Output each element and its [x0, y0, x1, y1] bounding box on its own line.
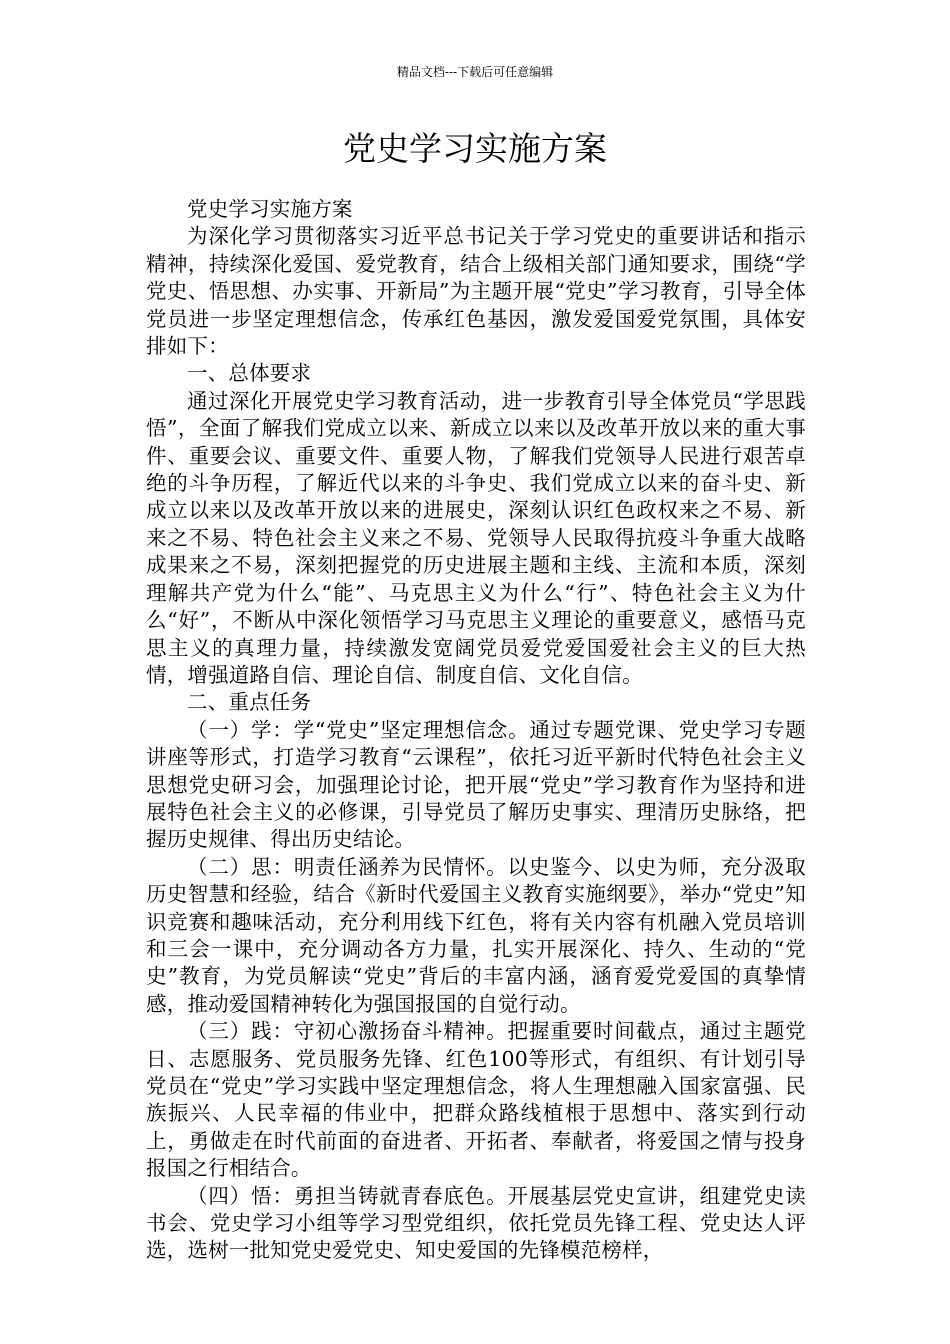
document-title: 党史学习实施方案 [343, 129, 607, 168]
paragraph-general-requirements: 通过深化开展党史学习教育活动，进一步教育引导全体党员“学思践悟”，全面了解我们党成立以来、新成立以来以及改革开放以来的重大事件、重要会议、重要文件、重要人物，了解我们党领导人民进行艰苦卓绝的斗争历程，了解近代以来的斗争史、我们党成立以来的奋斗史、新成立以来以及改革开放以来的进展史，深刻认识红色政权来之不易、新来之不易、特色社会主义来之不易、党领导人民取得抗疫斗争重大战略成果来之不易，深刻把握党的历史进展主题和主线、主流和本质，深刻理解共产党为什么“能”、马克思主义为什么“行”、特色社会主义为什么“好”，不断从中深化领悟学习马克思主义理论的重要意义，感悟马克思主义的真理力量，持续激发宽阔党员爱党爱国爱社会主义的巨大热情，增强道路自信、理论自信、制度自信、文化自信。 [146, 388, 806, 687]
section-heading-general-requirements: 一、总体要求 [187, 361, 312, 386]
section-heading-key-tasks: 二、重点任务 [187, 690, 312, 715]
paragraph-subtitle: 党史学习实施方案 [187, 197, 353, 221]
paragraph-task-practice: （三）践：守初心激扬奋斗精神。把握重要时间截点，通过主题党日、志愿服务、党员服务先锋、红色100等形式，有组织、有计划引导党员在“党史”学习实践中坚定理想信念，将人生理想融入国家富强、民族振兴、人民幸福的伟业中，把群众路线植根于思想中、落实到行动上，勇做走在时代前面的奋进者、开拓者、奉献者，将爱国之情与投身报国之行相结合。 [146, 1019, 806, 1181]
paragraph-intro: 为深化学习贯彻落实习近平总书记关于学习党史的重要讲话和指示精神，持续深化爱国、爱党教育，结合上级相关部门通知要求，围绕“学党史、悟思想、办实事、开新局”为主题开展“党史”学习教育，引导全体党员进一步坚定理想信念，传承红色基因，激发爱国爱党氛围，具体安排如下： [146, 224, 806, 359]
page-header: 精品文档---下载后可任意编辑 [396, 65, 554, 79]
paragraph-task-realize: （四）悟：勇担当铸就青春底色。开展基层党史宣讲，组建党史读书会、党史学习小组等学习型党组织，依托党员先锋工程、党史达人评选，选树一批知党史爱党史、知史爱国的先锋模范榜样， [146, 1183, 806, 1263]
document-body [146, 196, 806, 1265]
paragraph-task-learn: （一）学：学“党史”坚定理想信念。通过专题党课、党史学习专题讲座等形式，打造学习教育“云课程”，依托习近平新时代特色社会主义思想党史研习会，加强理论讨论，把开展“党史”学习教育作为坚持和进展特色社会主义的必修课，引导党员了解历史事实、理清历史脉络，把握历史规律、得出历史结论。 [146, 717, 806, 852]
paragraph-task-think: （二）思：明责任涵养为民情怀。以史鉴今、以史为师，充分汲取历史智慧和经验，结合《新时代爱国主义教育实施纲要》，举办“党史”知识竞赛和趣味活动，充分利用线下红色，将有关内容有机融入党员培训和三会一课中，充分调动各方力量，扎实开展深化、持久、生动的“党史”教育，为党员解读“党史”背后的丰富内涵，涵育爱党爱国的真挚情感，推动爱国精神转化为强国报国的自觉行动。 [146, 854, 806, 1016]
